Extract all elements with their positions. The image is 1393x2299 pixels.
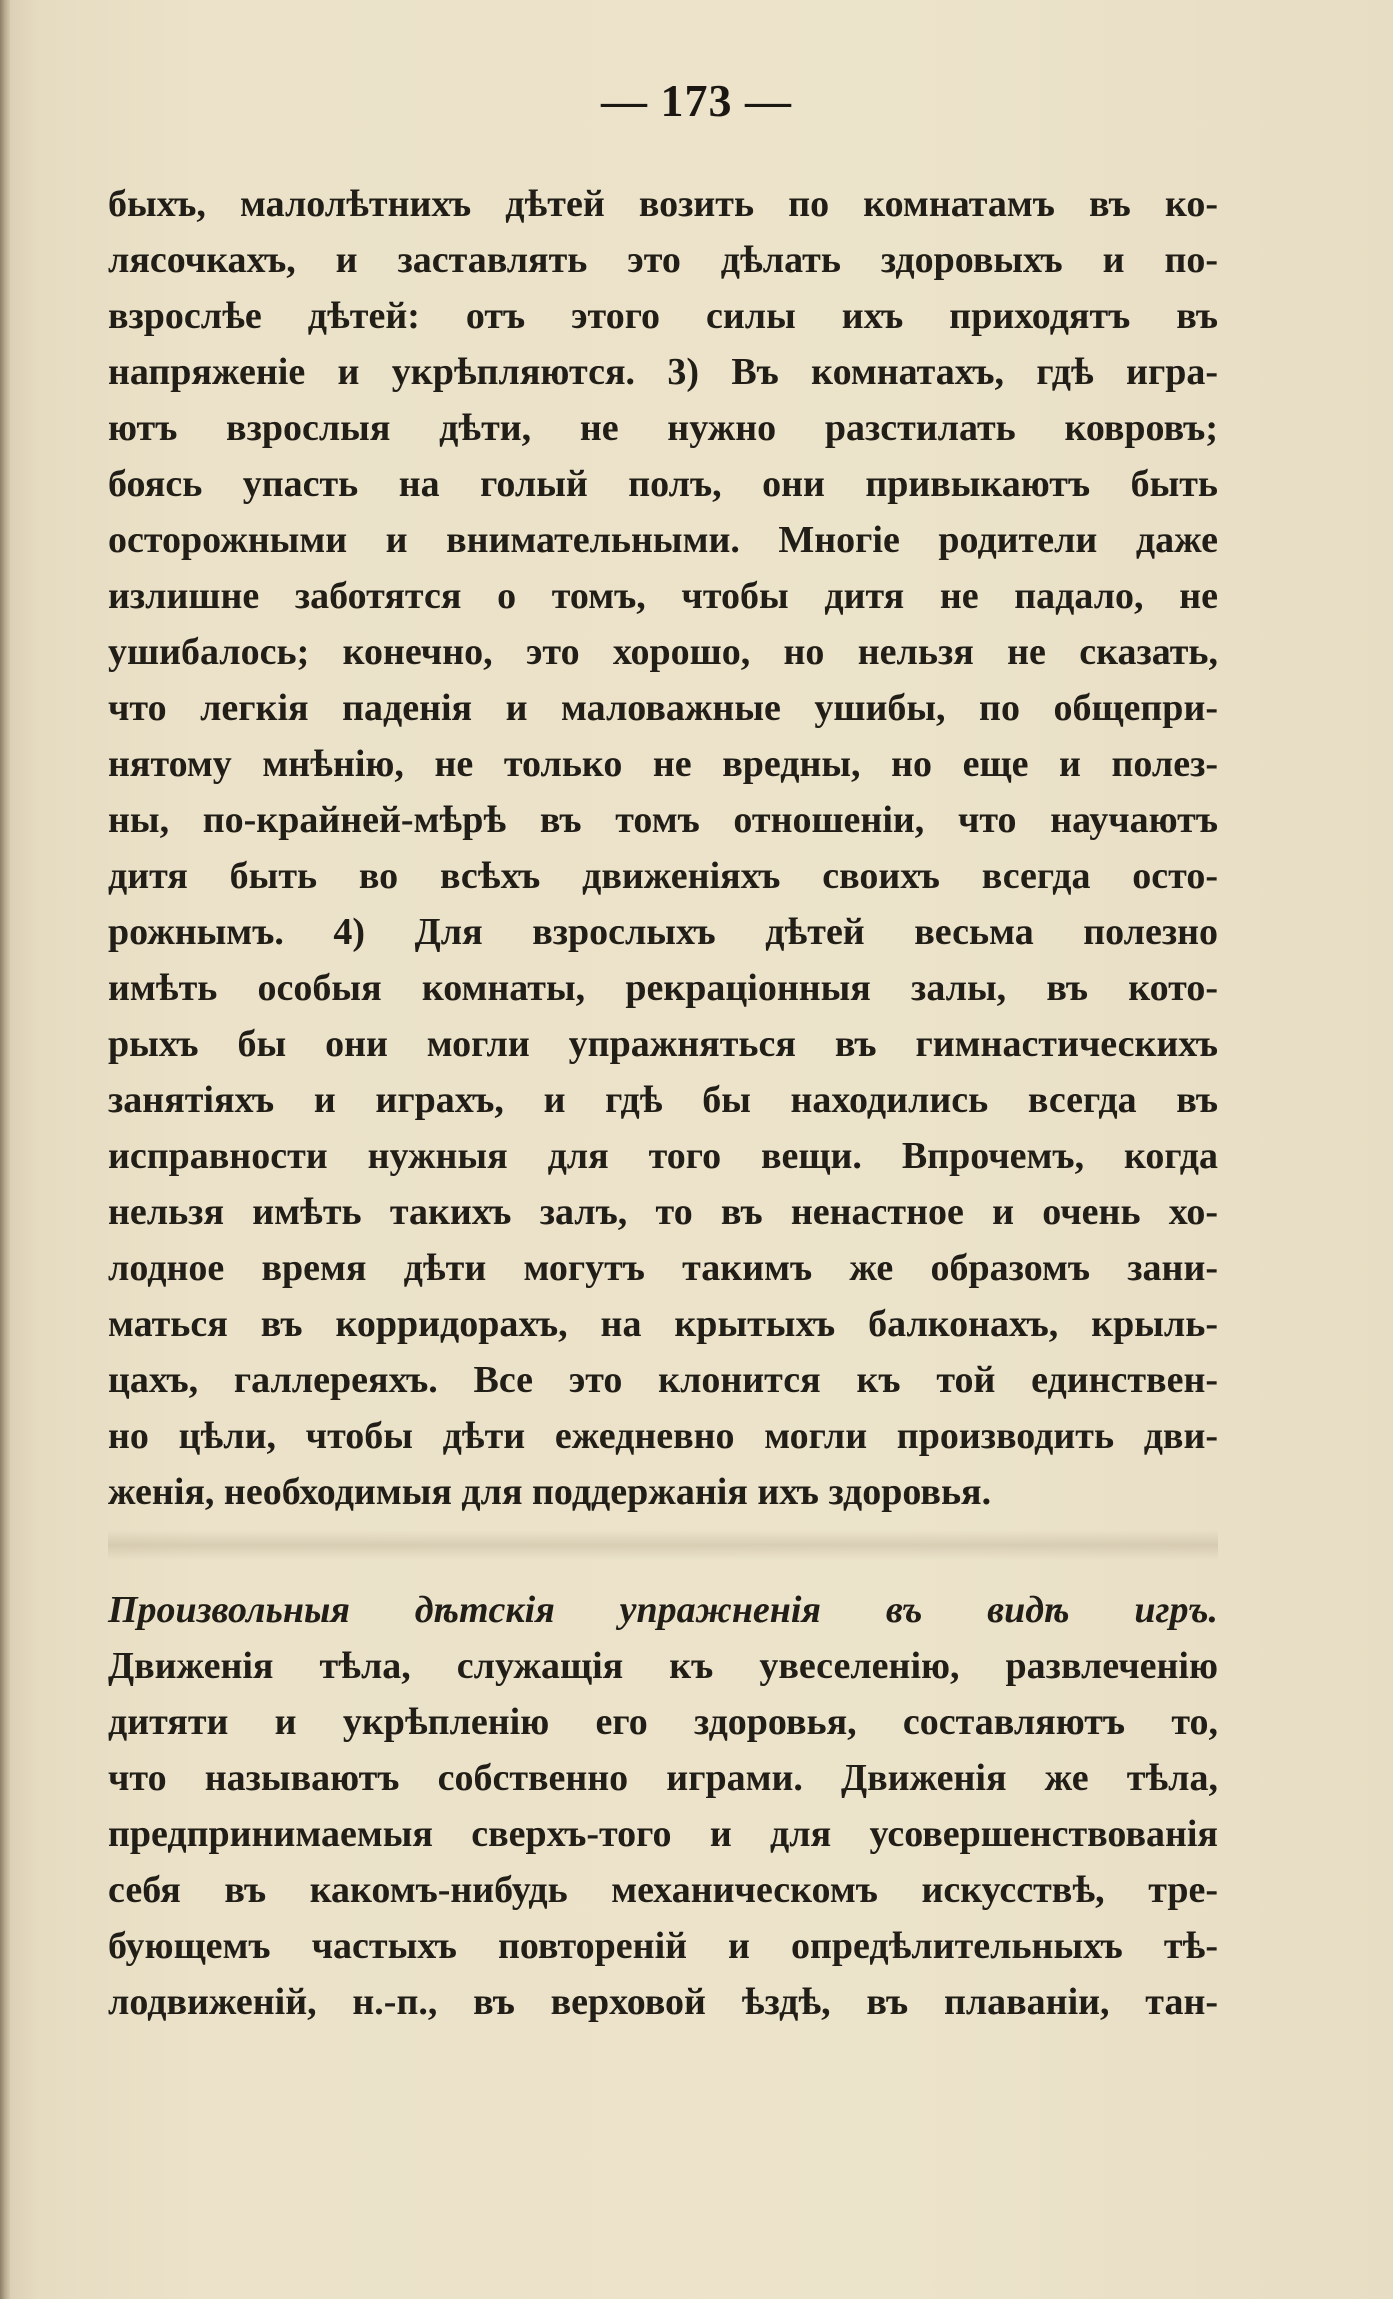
text-line: ны, по-крайней-мѣрѣ въ томъ отношеніи, что научаютъ [108, 799, 1218, 841]
text-line: лодное время дѣти могутъ такимъ же образомъ зани- [108, 1247, 1218, 1289]
text-line: ушибалось; конечно, это хорошо, но нельзя не сказать, [108, 631, 1218, 673]
text-line: дитя быть во всѣхъ движеніяхъ своихъ всегда осто- [108, 855, 1218, 897]
page-binding-edge [0, 0, 10, 2299]
paragraph-2 [108, 1582, 1218, 2030]
text-line: исправности нужныя для того вещи. Впрочемъ, когда [108, 1135, 1218, 1177]
text-line: напряженіе и укрѣпляются. 3) Въ комнатахъ, гдѣ игра- [108, 351, 1218, 393]
text-line: лодвиженій, н.-п., въ верховой ѣздѣ, въ плаваніи, тан- [108, 1981, 1218, 2023]
text-line: рыхъ бы они могли упражняться въ гимнастическихъ [108, 1023, 1218, 1065]
text-line: бующемъ частыхъ повтореній и опредѣлительныхъ тѣ- [108, 1925, 1218, 1967]
text-line: боясь упасть на голый полъ, они привыкаютъ быть [108, 463, 1218, 505]
text-line: занятіяхъ и играхъ, и гдѣ бы находились всегда въ [108, 1079, 1218, 1121]
text-line: Движенія тѣла, служащія къ увеселенію, развлеченію [108, 1645, 1218, 1687]
text-line: маться въ корридорахъ, на крытыхъ балконахъ, крыль- [108, 1303, 1218, 1345]
text-line: нятому мнѣнію, не только не вредны, но еще и полез- [108, 743, 1218, 785]
text-line: цахъ, галлереяхъ. Все это клонится къ той единствен- [108, 1359, 1218, 1401]
text-line: ютъ взрослыя дѣти, не нужно разстилать ковровъ; [108, 407, 1218, 449]
text-line: нельзя имѣть такихъ залъ, то въ ненастное и очень хо- [108, 1191, 1218, 1233]
text-line: лясочкахъ, и заставлять это дѣлать здоровыхъ и по- [108, 239, 1218, 281]
text-line: но цѣли, чтобы дѣти ежедневно могли производить дви- [108, 1415, 1218, 1457]
text-line: излишне заботятся о томъ, чтобы дитя не падало, не [108, 575, 1218, 617]
page-number: — 173 — [601, 75, 792, 126]
text-line: имѣть особыя комнаты, рекраціонныя залы, въ кото- [108, 967, 1218, 1009]
text-line: дитяти и укрѣпленію его здоровья, составляютъ то, [108, 1701, 1218, 1743]
text-line: женія, необходимыя для поддержанія ихъ здоровья. [108, 1471, 992, 1513]
text-line: осторожными и внимательными. Многіе родители даже [108, 519, 1218, 561]
text-line: быхъ, малолѣтнихъ дѣтей возить по комнатамъ въ ко- [108, 183, 1218, 225]
text-line: что легкія паденія и маловажные ушибы, по общепри- [108, 687, 1218, 729]
section-heading: Произвольныя дѣтскія упражненія въ видѣ игръ. [108, 1589, 1218, 1631]
paragraph-1 [108, 176, 1218, 1520]
show-through-shadow [108, 1530, 1218, 1560]
text-line: рожнымъ. 4) Для взрослыхъ дѣтей весьма полезно [108, 911, 1218, 953]
text-line: взрослѣе дѣтей: отъ этого силы ихъ приходятъ въ [108, 295, 1218, 337]
text-line: что называютъ собственно играми. Движенія же тѣла, [108, 1757, 1218, 1799]
text-line: предпринимаемыя сверхъ-того и для усовершенствованія [108, 1813, 1218, 1855]
text-line: себя въ какомъ-нибудь механическомъ искусствѣ, тре- [108, 1869, 1218, 1911]
